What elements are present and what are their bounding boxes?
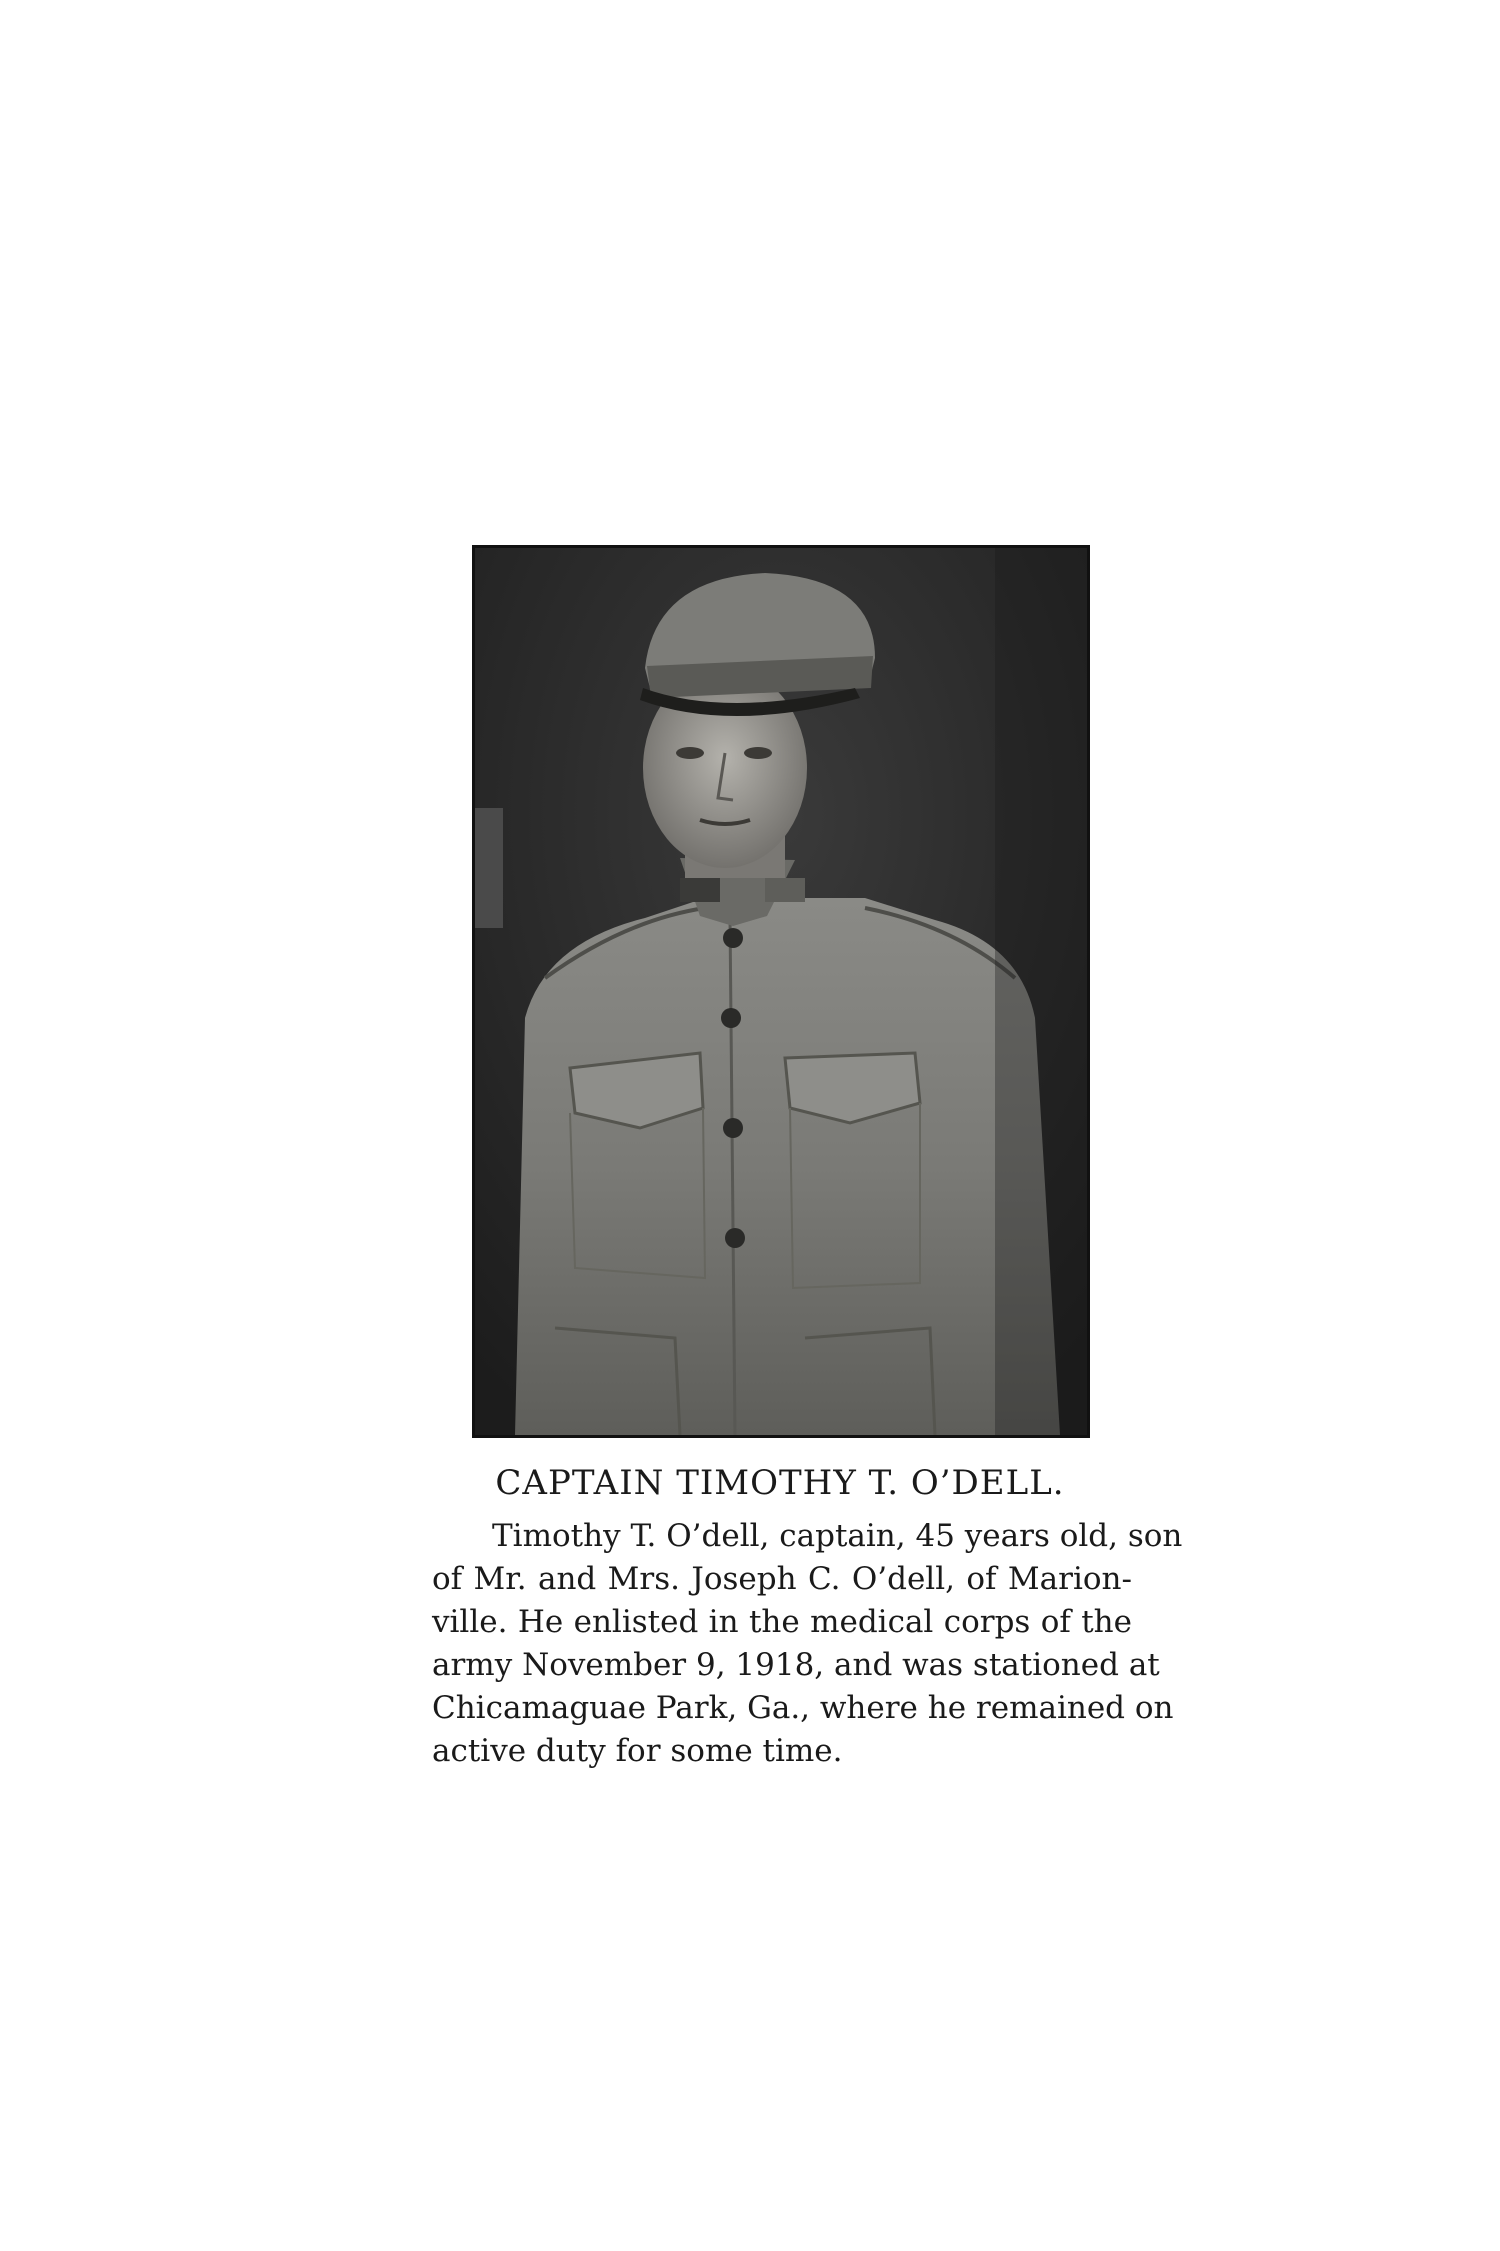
portrait-caption-title: CAPTAIN TIMOTHY T. O’DELL. [495,1463,1065,1503]
portrait-photograph [472,545,1090,1438]
biography-paragraph [432,1515,1183,1773]
officer-portrait-image [475,548,1087,1435]
paragraph-line: Chicamaguae Park, Ga., where he remained on [432,1690,1174,1726]
paragraph-line: active duty for some time. [432,1733,843,1769]
paragraph-line: Timothy T. O’dell, captain, 45 years old, son [492,1518,1183,1554]
paragraph-line: ville. He enlisted in the medical corps of the [432,1604,1132,1640]
paragraph-line: army November 9, 1918, and was stationed at [432,1647,1160,1683]
paragraph-line: of Mr. and Mrs. Joseph C. O’dell, of Marion- [432,1561,1132,1597]
